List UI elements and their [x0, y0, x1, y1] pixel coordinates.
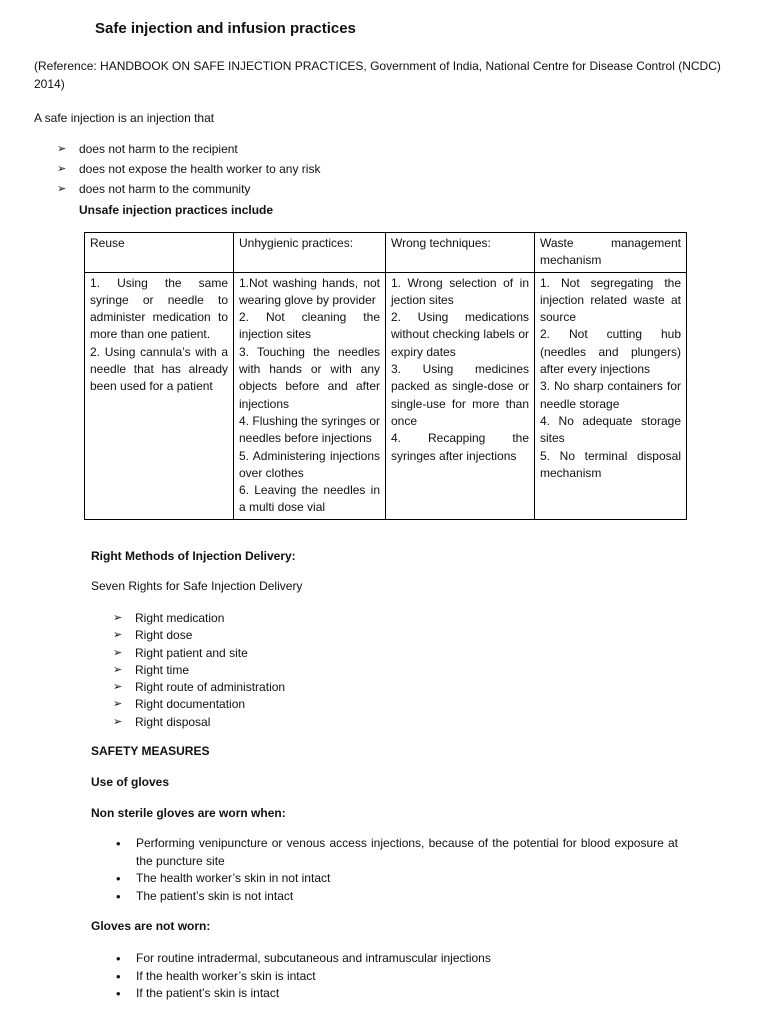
unsafe-practices-table — [84, 232, 687, 520]
gloves-heading: Use of gloves — [91, 775, 170, 789]
list-item: ➢ Right documentation — [113, 696, 285, 713]
list-item: • Performing venipuncture or venous access injections, because of the potential for blood exposure at the puncture site — [114, 835, 678, 870]
gloves-not-worn-heading: Gloves are not worn: — [91, 919, 211, 933]
cell-item: 4. Flushing the syringes or needles before injections — [239, 413, 380, 446]
list-item: ➢ does not expose the health worker to any risk — [57, 161, 320, 181]
cell-item: 5. Administering injections over clothes — [239, 448, 380, 480]
list-item: ➢ does not harm to the community — [57, 181, 320, 201]
table-row — [85, 272, 687, 519]
list-item: ➢ Right route of administration — [113, 679, 285, 696]
list-item: ➢ Right dose — [113, 627, 285, 644]
cell-item: 6. Leaving the needles in a multi dose vial — [239, 483, 380, 515]
cell-item: 3. No sharp containers for needle storage — [540, 379, 681, 411]
cell-item: 2. Not cutting hub (needles and plungers) after every injections — [540, 327, 681, 377]
seven-rights-heading: Seven Rights for Safe Injection Delivery — [91, 579, 303, 593]
cell-item: 2. Using medications without checking labels or expiry dates — [391, 310, 529, 359]
list-item: • If the health worker’s skin is intact — [114, 968, 678, 986]
seven-rights-list — [113, 610, 285, 731]
reference-text: (Reference: HANDBOOK ON SAFE INJECTION PRACTICES, Government of India, National Centre for Disease Control (NCDC) 2014) — [34, 59, 721, 91]
cell-waste-management — [535, 272, 687, 519]
cell-item: 1. Using the same syringe or needle to administer medication to more than one patient. — [90, 275, 228, 342]
cell-item: 5. No terminal disposal mechanism — [540, 448, 681, 480]
unsafe-heading: Unsafe injection practices include — [79, 203, 274, 217]
list-item: • If the patient’s skin is intact — [114, 985, 678, 1003]
intro-text: A safe injection is an injection that — [34, 111, 215, 125]
cell-item: 2. Using cannula’s with a needle that has already been used for a patient — [90, 344, 228, 394]
cell-item: 4. Recapping the syringes after injections — [391, 431, 529, 463]
header-wrong-techniques: Wrong techniques: — [386, 233, 535, 273]
list-item: ➢ Right patient and site — [113, 645, 285, 662]
cell-item: 1.Not washing hands, not wearing glove by provider — [239, 275, 380, 307]
safe-injection-list — [57, 141, 320, 201]
gloves-not-worn-list — [114, 950, 678, 1003]
nonsterile-heading: Non sterile gloves are worn when: — [91, 806, 286, 820]
cell-item: 3. Using medicines packed as single-dose or single-use for more than once — [391, 362, 529, 428]
cell-item: 2. Not cleaning the injection sites — [239, 310, 380, 342]
cell-item: 4. No adequate storage sites — [540, 413, 681, 446]
list-item: • The patient’s skin is not intact — [114, 888, 678, 906]
list-item: • The health worker’s skin in not intact — [114, 870, 678, 888]
cell-reuse — [85, 272, 234, 519]
safety-heading: SAFETY MEASURES — [91, 744, 210, 758]
cell-item: 1. Not segregating the injection related waste at source — [540, 275, 681, 325]
header-waste-management: Waste management mechanism — [535, 233, 687, 273]
cell-item: 1. Wrong selection of in jection sites — [391, 275, 529, 307]
page-title: Safe injection and infusion practices — [95, 20, 356, 37]
list-item: ➢ Right time — [113, 662, 285, 679]
list-item: • For routine intradermal, subcutaneous and intramuscular injections — [114, 950, 678, 968]
table-header-row — [85, 233, 687, 273]
cell-wrong-techniques — [386, 272, 535, 519]
list-item: ➢ Right disposal — [113, 714, 285, 731]
right-methods-heading: Right Methods of Injection Delivery: — [91, 549, 296, 563]
nonsterile-gloves-list — [114, 835, 678, 905]
list-item: ➢ Right medication — [113, 610, 285, 627]
header-reuse: Reuse — [85, 233, 234, 273]
list-item: ➢ does not harm to the recipient — [57, 141, 320, 161]
header-unhygienic: Unhygienic practices: — [234, 233, 386, 273]
cell-item: 3. Touching the needles with hands or with any objects before and after injections — [239, 344, 380, 411]
cell-unhygienic — [234, 272, 386, 519]
